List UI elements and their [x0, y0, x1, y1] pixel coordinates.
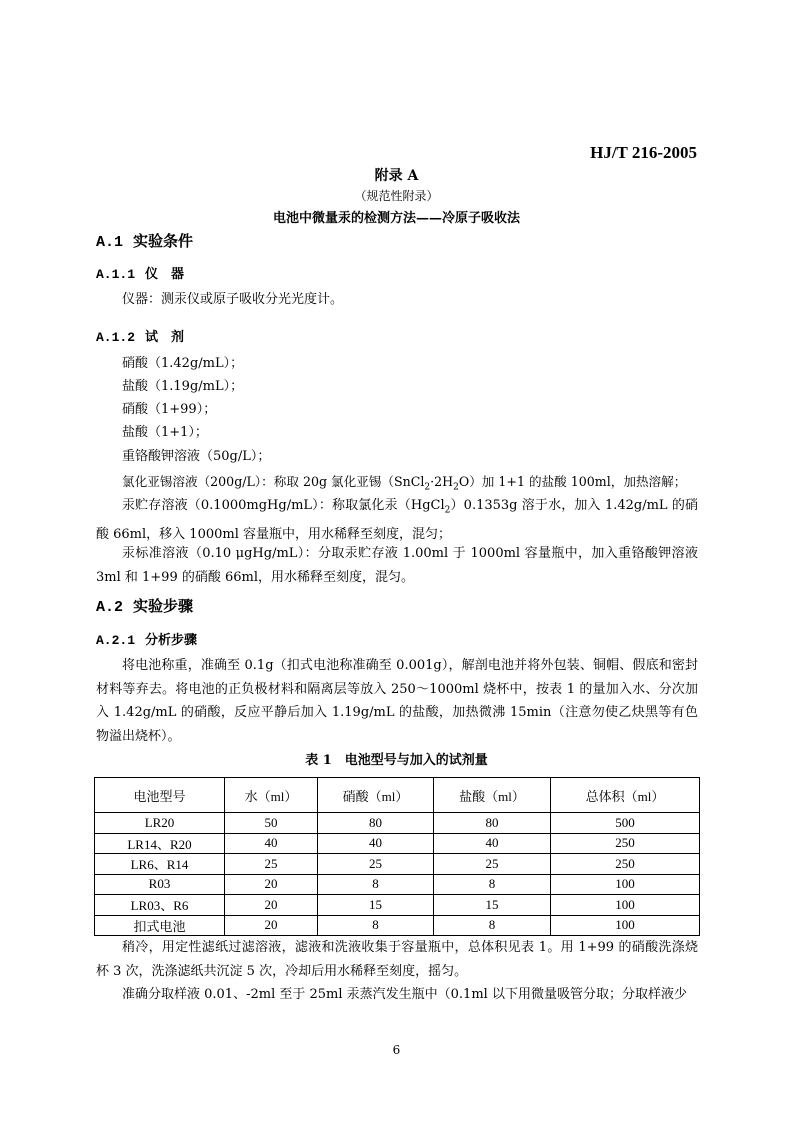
- table-header-row: [95, 778, 700, 813]
- section-a2-heading: [96, 595, 193, 616]
- table-cell: 50: [225, 813, 318, 834]
- table-cell: LR6、R14: [95, 854, 225, 875]
- table-row: [95, 874, 700, 895]
- standard-solution-paragraph: 汞标准溶液（0.10 μgHg/mL）：分取汞贮存液 1.00ml 于 1000ml 容量瓶中，加入重铬酸钾溶液 3ml 和 1+99 的硝酸 66ml，用水稀释至刻度，混匀。: [96, 546, 698, 585]
- procedure-paragraph-2: 稍冷，用定性滤纸过滤溶液，滤液和洗液收集于容量瓶中，总体积见表 1。用 1+99 的硝酸洗涤烧杯 3 次，洗涤滤纸共沉淀 5 次，冷却后用水稀释至刻度，摇匀。: [96, 940, 698, 979]
- section-a12-heading: [96, 326, 184, 345]
- table-cell: 15: [318, 895, 434, 916]
- header-cell: 电池型号: [95, 778, 225, 813]
- section-title: 实验条件: [133, 232, 194, 250]
- procedure-paragraph-3: 准确分取样液 0.01、-2ml 至于 25ml 汞蒸汽发生瓶中（0.1ml 以下用微量吸管分取；分取样液少: [122, 987, 687, 1002]
- section-title: 仪 器: [145, 267, 185, 282]
- header-cell: 总体积（ml）: [551, 778, 700, 813]
- table-cell: 20: [225, 915, 318, 936]
- section-a21-heading: [96, 629, 197, 648]
- table-row: [95, 895, 700, 916]
- standard-code: HJ/T 216-2005: [590, 143, 697, 162]
- header-cell: 硝酸（ml）: [318, 778, 434, 813]
- table-cell: LR03、R6: [95, 895, 225, 916]
- table-cell: 20: [225, 895, 318, 916]
- procedure-paragraph-1: 将电池称重，准确至 0.1g（扣式电池称准确至 0.001g），解剖电池并将外包装、铜帽、假底和密封材料等弃去。将电池的正负极材料和隔离层等放入 250～1000ml 烧杯中，按表 1 的量加入水、分次加入 1.42g/mL 的硝酸，反应平静后加入 1.19g/mL 的盐酸，加热微沸 15min（注意勿使乙炔黑等有色物溢出烧杯）。: [96, 658, 698, 744]
- section-a1-heading: [96, 230, 193, 251]
- header-cell: 水（ml）: [225, 778, 318, 813]
- table-cell: 8: [318, 915, 434, 936]
- table-cell: 20: [225, 874, 318, 895]
- table-cell: 8: [434, 874, 551, 895]
- appendix-main-title: 电池中微量汞的检测方法——冷原子吸收法: [272, 211, 520, 226]
- table-cell: 80: [318, 813, 434, 834]
- table-cell: 25: [318, 854, 434, 875]
- table-cell: 15: [434, 895, 551, 916]
- table-cell: 8: [318, 874, 434, 895]
- table-row: [95, 915, 700, 936]
- section-number: A.2: [96, 599, 124, 616]
- section-title: 分析步骤: [145, 633, 198, 648]
- table-cell: 80: [434, 813, 551, 834]
- table-cell: 25: [225, 854, 318, 875]
- appendix-subtitle: （规范性附录）: [354, 189, 439, 203]
- stock-solution-paragraph: 汞贮存溶液（0.1000mgHg/mL）：称取氯化汞（HgCl$_2$）0.1353g 溶于水，加入 1.42g/mL 的硝酸 66ml，移入 1000ml 容量瓶中，用水稀释至刻度，混匀；: [96, 498, 698, 543]
- section-title: 试 剂: [145, 330, 185, 345]
- reagent-table: [94, 777, 700, 936]
- reagent-item: 硝酸（1+99）；: [122, 402, 217, 417]
- reagent-item: 盐酸（1.19g/mL）；: [122, 379, 244, 394]
- table-cell: 100: [551, 874, 700, 895]
- stannous-chloride-line: 氯化亚锡溶液（200g/L）：称取 20g 氯化亚锡$(SnCl_2\cdot 2H_2O)$加 1+1 的盐酸 100ml，加热溶解；: [122, 474, 687, 493]
- table-row: [95, 833, 700, 854]
- section-title: 实验步骤: [133, 597, 194, 615]
- reagent-item: 盐酸（1+1）；: [122, 425, 208, 440]
- section-number: A.1.2: [96, 330, 136, 345]
- table-cell: LR20: [95, 813, 225, 834]
- table-cell: 100: [551, 915, 700, 936]
- section-number: A.1.1: [96, 267, 136, 282]
- appendix-title: 附录 A: [374, 168, 419, 184]
- section-number: A.2.1: [96, 633, 136, 648]
- table-cell: 40: [318, 833, 434, 854]
- table-cell: 8: [434, 915, 551, 936]
- reagent-item: 重铬酸钾溶液（50g/L）；: [122, 449, 271, 464]
- reagent-item: 硝酸（1.42g/mL）；: [122, 356, 244, 371]
- section-a11-heading: [96, 263, 184, 282]
- page-number: 6: [392, 1043, 401, 1057]
- header-cell: 盐酸（ml）: [434, 778, 551, 813]
- table-cell: LR14、R20: [95, 833, 225, 854]
- table-title: 表 1 电池型号与加入的试剂量: [305, 753, 488, 768]
- table-row: [95, 813, 700, 834]
- section-number: A.1: [96, 234, 124, 251]
- table-cell: 40: [225, 833, 318, 854]
- table-cell: 250: [551, 854, 700, 875]
- table-cell: 40: [434, 833, 551, 854]
- table-cell: 25: [434, 854, 551, 875]
- table-cell: R03: [95, 874, 225, 895]
- instrument-text: 仪器：测汞仪或原子吸收分光光度计。: [122, 292, 344, 307]
- table-cell: 100: [551, 895, 700, 916]
- table-row: [95, 854, 700, 875]
- table-cell: 500: [551, 813, 700, 834]
- table-cell: 250: [551, 833, 700, 854]
- table-cell: 扣式电池: [95, 915, 225, 936]
